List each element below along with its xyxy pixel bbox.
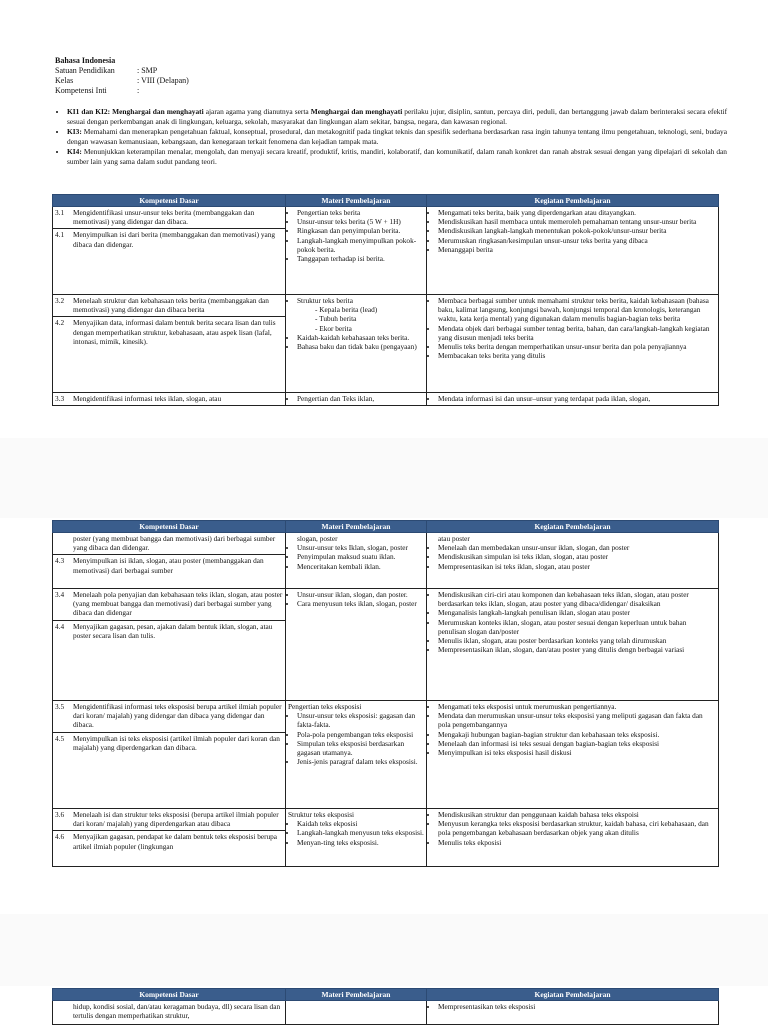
kd-number: 4.2 <box>55 318 65 328</box>
materi-item: • Unsur-unsur teks Iklan, slogan, poster <box>297 543 424 552</box>
materi-item: • Pengertian dan Teks iklan, <box>297 394 424 403</box>
meta-value: : SMP <box>137 66 158 75</box>
kd-item <box>55 230 283 248</box>
table-row <box>53 295 719 393</box>
table-row <box>53 809 719 867</box>
materi-item: • Unsur-unsur iklan, slogan, dan poster. <box>297 590 424 599</box>
materi-item: • Unsur-unsur teks berita (5 W + 1H) <box>297 217 424 226</box>
kd-text: Menyimpulkan isi dari berita (membanggakan dan memotivasi) yang dibaca dan didengar. <box>73 230 276 249</box>
kd-number: 4.1 <box>55 230 65 240</box>
materi-item: • Menceritakan kembali iklan. <box>297 562 424 571</box>
kd-text: Menyajikan gagasan, pesan, ajakan dalam bentuk iklan, slogan, atau poster secara lisan dan tulis. <box>73 621 273 640</box>
kegiatan-cell <box>427 533 719 589</box>
kegiatan-item: • Merumuskan konteks iklan, slogan, atau poster sesuai dengan keperluan untuk bahan penulisan slogan dan/poster <box>438 618 716 636</box>
table-row <box>53 393 719 406</box>
kd-text: Mengidentifikasi informasi teks iklan, slogan, atau <box>73 394 222 403</box>
kd-text: Menelaah struktur dan kebahasaan teks berita (membanggakan dan memotivasi) yang didengar dan dibaca berita <box>73 296 269 315</box>
kegiatan-item: • Mengamati teks berita, baik yang diperdengarkan atau ditayangkan. <box>438 208 716 217</box>
kegiatan-item: • Mempresentasikan isi teks iklan, slogan, atau poster <box>438 562 716 571</box>
kd-item-continued <box>55 534 283 552</box>
kd-number: 3.4 <box>55 590 65 599</box>
kegiatan-cell <box>427 393 719 406</box>
kompetensi-inti-list <box>55 107 727 168</box>
meta-value: : <box>137 86 140 95</box>
kd-cell <box>53 809 286 867</box>
kd-item <box>55 208 283 226</box>
column-header-materi: Materi Pembelajaran <box>286 195 427 207</box>
kd-divider <box>53 830 285 831</box>
kd-number: 4.6 <box>55 832 65 842</box>
kegiatan-item: • Mendiskusikan langkah-langkah menentukan pokok-pokok/unsur-unsur berita <box>438 226 716 235</box>
materi-subitem: - Tubuh berita <box>315 314 424 323</box>
curriculum-table <box>52 988 719 1025</box>
kd-item <box>55 394 283 403</box>
materi-cell <box>286 207 427 295</box>
kd-cell <box>53 295 286 393</box>
table-row <box>53 207 719 295</box>
table-row <box>53 701 719 809</box>
kegiatan-item: • Mendiskusikan hasil membaca untuk memeroleh pemahaman tentang unsur-unsur berita <box>438 217 716 226</box>
kegiatan-item: • Mendata objek dari berbagai sumber tentag berita, bahan, dan cara/langkah-langkah kegiatan yang disusun menjadi teks berita <box>438 324 716 342</box>
materi-cell <box>286 1001 427 1025</box>
kd-item <box>55 590 283 618</box>
meta-row <box>55 86 139 96</box>
kd-cell <box>53 533 286 589</box>
kegiatan-item: • Merumuskan ringkasan/kesimpulan unsur-unsur teks berita yang dibaca <box>438 236 716 245</box>
materi-cell <box>286 589 427 701</box>
kd-divider <box>53 316 285 317</box>
materi-item: • Pengertian teks berita <box>297 208 424 217</box>
kd-text: Menelaah isi dan struktur teks eksposisi (berupa artikel ilmiah populer dari koran/ majalah) yang diperdengarkan atau dibaca <box>73 810 279 829</box>
materi-item: • Ringkasan dan penyimpulan berita. <box>297 226 424 235</box>
kd-number: 3.3 <box>55 394 65 403</box>
kegiatan-cell <box>427 207 719 295</box>
kd-text: Mengidentifikasi unsur-unsur teks berita (membanggakan dan memotivasi) yang didengar dan dibaca. <box>73 208 255 227</box>
ki-label: KI1 dan KI2: <box>67 107 111 116</box>
materi-item: • Pola-pola pengembangan teks eksposisi <box>297 730 424 739</box>
column-header-materi: Materi Pembelajaran <box>286 989 427 1001</box>
kd-cell <box>53 393 286 406</box>
kegiatan-item: • Membaca berbagai sumber untuk memahami struktur teks berita, kaidah kebahasaan (bahasa baku, kalimat langsung, konjungsi bawah, konjungsi temporal dan kronologis, keterangan waktu, kata kerja mental) yang digunakan dalam menulis bagian-bagian teks berita <box>438 296 716 324</box>
materi-item: • Simpulan teks eksposisi berdasarkan gagasan utamanya. <box>297 739 424 757</box>
ki-text: ajaran agama yang dianutnya serta <box>203 107 311 116</box>
column-header-kegiatan: Kegiatan Pembelajaran <box>427 521 719 533</box>
kd-item <box>55 296 283 314</box>
kegiatan-item: • Menelaah dan membedakan unsur-unsur iklan, slogan, dan poster <box>438 543 716 552</box>
ki-label: KI3: <box>67 127 82 137</box>
kegiatan-cell <box>427 809 719 867</box>
materi-cell <box>286 295 427 393</box>
kegiatan-continued: atau poster <box>438 534 470 543</box>
kegiatan-item: • Menyimpulkan isi teks eksposisi hasil diskusi <box>438 748 716 757</box>
kegiatan-cell <box>427 1001 719 1025</box>
materi-item <box>297 296 424 333</box>
column-header-kd: Kompetensi Dasar <box>53 521 286 533</box>
kd-text: Mengidentifikasi informasi teks eksposisi berupa artikel ilmiah populer dari koran/ majalah) yang didengar dan dibaca yang didengar dan dibaca. <box>73 702 282 730</box>
page-gap <box>0 438 768 518</box>
materi-item: • Jenis-jenis paragraf dalam teks eksposisi. <box>297 757 424 766</box>
kegiatan-item: • Mengamati teks eksposisi untuk merumuskan pengertiannya. <box>438 702 716 711</box>
materi-item: • Langkah-langkah menyusun teks eksposisi. <box>297 828 424 837</box>
kd-item <box>55 622 283 640</box>
kegiatan-item: • Menulis iklan, slogan, atau poster berdasarkan konteks yang telah dirumuskan <box>438 636 716 645</box>
column-header-kd: Kompetensi Dasar <box>53 195 286 207</box>
kegiatan-item: • Menelaah dan informasi isi teks sesuai dengan bagian-bagian teks eksposisi <box>438 739 716 748</box>
materi-cell <box>286 533 427 589</box>
materi-item: • Tanggapan terhadap isi berita. <box>297 254 424 263</box>
kd-cell <box>53 207 286 295</box>
kd-text: hidup, kondisi sosial, dan/atau keragaman budaya, dll) secara lisan dan tertulis dengan memperhatikan struktur, <box>73 1002 281 1021</box>
materi-cell <box>286 809 427 867</box>
kd-divider <box>53 620 285 621</box>
kd-number: 3.2 <box>55 296 65 305</box>
kegiatan-item: • Mempresentasikan iklan, slogan, dan/atau poster yang ditulis dengn berbagai variasi <box>438 645 716 654</box>
meta-label: Kelas <box>55 76 74 85</box>
kd-number: 4.4 <box>55 621 65 631</box>
kd-item <box>55 810 283 828</box>
kegiatan-item: • Mendiskusikan struktur dan penggunaan kaidah bahasa teks ekspoisi <box>438 810 716 819</box>
kd-text: Menyimpulkan isi teks eksposisi (artikel ilmiah populer dari koran dan majalah) yang diperdengarkan dan dibaca. <box>73 733 280 752</box>
kd-number: 3.5 <box>55 702 65 711</box>
kegiatan-cell <box>427 295 719 393</box>
meta-value: : VIII (Delapan) <box>137 76 189 85</box>
materi-item: • Kaidah teks ekposisi <box>297 819 424 828</box>
kd-item <box>55 832 283 850</box>
column-header-kegiatan: Kegiatan Pembelajaran <box>427 195 719 207</box>
table-row <box>53 1001 719 1025</box>
kd-cell <box>53 701 286 809</box>
meta-row <box>55 66 157 76</box>
materi-item: • Unsur-unsur teks eksposisi: gagasan dan fakta-fakta. <box>297 711 424 729</box>
kd-divider <box>53 554 285 555</box>
kegiatan-item: • Mendiskusikan ciri-ciri atau komponen dan kebahasaan teks iklan, slogan, atau poster berdasarkan teks iklan, slogan, atau poster yang dibaca/didengar/ disaksikan <box>438 590 716 608</box>
kegiatan-cell <box>427 701 719 809</box>
table-header-row <box>53 521 719 533</box>
ki-text: Menunjukkan keterampilan menalar, mengolah, dan menyaji secara kreatif, produktif, kritis, mandiri, kolaboratif, dan komunikatif, dalam ranah konkret dan ranah abstrak sesuai dengan yang dipelajari di sekolah dan sumber lain yang sama dalam sudut pandang teori. <box>67 147 727 166</box>
ki-emphasis: Menghargai dan menghayati <box>310 107 403 116</box>
table-row <box>53 533 719 589</box>
kd-text: Menyajikan data, informasi dalam bentuk berita secara lisan dan tulis dengan memperhatikan struktur, kebahasaan, atau aspek lisan (lafal, intonasi, mimik, kinesik). <box>73 318 276 346</box>
materi-item: • Menyan-ting teks eksposisi. <box>297 838 424 847</box>
kegiatan-item: • Mendata informasi isi dan unsur–unsur yang terdapat pada iklan, slogan, <box>438 394 716 403</box>
meta-label: Satuan Pendidikan <box>55 66 115 75</box>
kd-text: Menyajikan gagasan, pendapat ke dalam bentuk teks eksposisi berupa artikel ilmiah populer (lingkungan <box>73 832 278 851</box>
document-title: Bahasa Indonesia <box>55 56 116 65</box>
meta-label: Kompetensi Inti <box>55 86 107 95</box>
column-header-materi: Materi Pembelajaran <box>286 521 427 533</box>
materi-heading: Struktur teks berita <box>297 296 353 305</box>
materi-item: • Cara menyusun teks iklan, slogan, poster <box>297 599 424 608</box>
table-header-row <box>53 195 719 207</box>
table-header-row <box>53 989 719 1001</box>
column-header-kd: Kompetensi Dasar <box>53 989 286 1001</box>
ki-item <box>67 107 727 126</box>
materi-subitem: - Kepala berita (lead) <box>315 305 424 314</box>
kd-number: 3.1 <box>55 208 65 217</box>
kegiatan-item: • Mendiskusikan simpulan isi teks iklan, slogan, atau poster <box>438 552 716 561</box>
table-row <box>53 589 719 701</box>
kd-item <box>55 702 283 730</box>
page-gap <box>0 914 768 986</box>
materi-item: • Penyimpulan maksud suatu iklan. <box>297 552 424 561</box>
materi-item: • Langkah-langkah menyimpulkan pokok-pokok berita. <box>297 236 424 254</box>
kegiatan-item: • Mempresentasikan teks eksposisi <box>438 1002 716 1011</box>
curriculum-table <box>52 520 719 867</box>
materi-item: • Kaidah-kaidah kebahasaan teks berita. <box>297 333 424 342</box>
materi-cell <box>286 701 427 809</box>
kd-cell <box>53 1001 286 1025</box>
kd-number: 4.5 <box>55 733 65 743</box>
kd-item <box>55 734 283 752</box>
ki-label: KI4: <box>67 147 82 157</box>
kd-divider <box>53 732 285 733</box>
ki-text: Memahami dan menerapkan pengetahuan faktual, konseptual, prosedural, dan metakognitif pada tingkat teknis dan spesifik sederhana berdasarkan rasa ingin tahunya tentang ilmu pengetahuan, teknologi, seni, budaya dengan wawasan kemanusiaan, kebangsaan, dan kenegaraan terkait fenomena dan kejadian tampak mata. <box>67 127 727 146</box>
kd-number: 3.6 <box>55 810 65 819</box>
materi-heading: Pengertian teks eksposisi <box>288 702 362 711</box>
kd-text: poster (yang membuat bangga dan memotivasi) dari berbagai sumber yang dibaca dan didengar. <box>73 534 276 553</box>
kd-divider <box>53 228 285 229</box>
kd-item <box>55 318 283 346</box>
kd-item <box>55 556 283 574</box>
kegiatan-item: • Menanggapi berita <box>438 245 716 254</box>
kegiatan-item: • Mendata dan merumuskan unsur-unsur teks eksposisi yang meliputi gagasan dan fakta dan pola pengembangannya <box>438 711 716 729</box>
materi-heading: Struktur teks eksposisi <box>288 810 355 819</box>
kd-number: 4.3 <box>55 556 65 566</box>
materi-cell <box>286 393 427 406</box>
materi-subitem: - Ekor berita <box>315 324 424 333</box>
kegiatan-item: • Menulis teks berita dengan memperhatikan unsur-unsur berita dan pola penyajiannya <box>438 342 716 351</box>
ki-text: perilaku jujur, disiplin, santun, percaya diri, peduli, dan bertanggung jawab dalam berinteraksi secara efektif sesuai dengan perkembangan anak di lingkungan, keluarga, sekolah, masyarakat dan lingkungan alam sekitar, bangsa, negara, dan kawasan regional. <box>67 107 728 126</box>
kd-item-continued <box>55 1002 283 1020</box>
materi-continued: slogan, poster <box>297 534 338 543</box>
kegiatan-item: • Menganalisis langkah-langkah penulisan iklan, slogan atau poster <box>438 608 716 617</box>
kegiatan-item: • Membacakan teks berita yang ditulis <box>438 351 716 360</box>
column-header-kegiatan: Kegiatan Pembelajaran <box>427 989 719 1001</box>
ki-emphasis: Menghargai dan menghayati <box>112 107 204 116</box>
materi-item: • Bahasa baku dan tidak baku (pengayaan) <box>297 342 424 351</box>
kegiatan-item: • Menyusun kerangka teks eksposisi berdasarkan struktur, kaidah bahasa, ciri kebahasaan, dan pola pengembangan kebahasaan berdasarkan objek yang akan ditulis <box>438 819 716 837</box>
kegiatan-item: • Menulis teks ekposisi <box>438 838 716 847</box>
ki-item <box>67 147 727 166</box>
kegiatan-cell <box>427 589 719 701</box>
ki-item <box>67 127 727 146</box>
kd-text: Menelaah pola penyajian dan kebahasaan teks iklan, slogan, atau poster (yang membuat bangga dan memotivasi) dari berbagai sumber yang dibaca dan didengar <box>73 590 283 618</box>
kd-cell <box>53 589 286 701</box>
kd-text: Menyimpulkan isi iklan, slogan, atau poster (membanggakan dan memotivasi) dari berbagai sumber <box>73 556 264 575</box>
kegiatan-item: • Mengakaji hubungan bagian-bagian struktur dan kebahasaan teks eksposisi. <box>438 730 716 739</box>
curriculum-table <box>52 194 719 406</box>
meta-row <box>55 76 189 86</box>
